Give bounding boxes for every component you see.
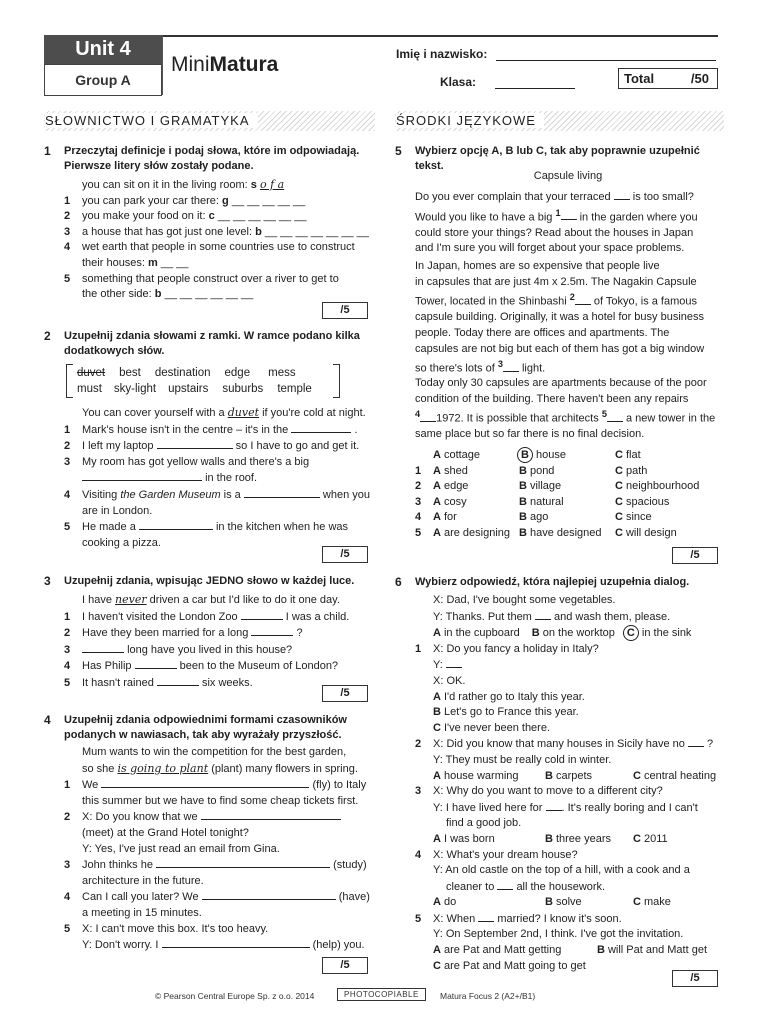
q2-item: 4 Visiting the Garden Museum is a when you: [64, 488, 371, 501]
answer-blank[interactable]: [688, 736, 704, 747]
gap-1[interactable]: [561, 209, 577, 220]
section-vocabulary-grammar: SŁOWNICTWO I GRAMATYKA: [44, 111, 375, 131]
q5-paragraph-1: Do you ever complain that your terraced is too small? Would you like to have a big $^1$ in the garden where you could store your things? Read about the houses in Japan and I'm sure you will forget about your space problems.: [415, 191, 698, 255]
word-chip: destination: [154, 367, 211, 379]
q5-option-row: 2 A edge B village C neighbourhood: [415, 480, 700, 493]
q5-instructions: Wybierz opcję A, B lub C, tak aby poprawnie uzupełnić tekst.: [415, 145, 700, 172]
answer-blank[interactable]: [546, 800, 562, 811]
word-chip: must: [77, 383, 102, 395]
q6-score-box: /5: [672, 970, 718, 987]
word-chip: sky-light: [113, 383, 157, 395]
answer-blank[interactable]: [202, 889, 336, 900]
q5-option-row: 4 A for B ago C since: [415, 511, 652, 524]
q5-example-options: A cottage B house C flat: [433, 449, 641, 461]
question-number: 6: [395, 575, 402, 589]
q1-items: you can sit on it in the living room: s o f a 1 you can park your car there: g __ __ __ __ __ 2 you make your food on it: c __ __ __ __ __ __ 3 a house that has got just one level: b __ __ __ __ __ __ __ 4 wet earth that people in some countries use to construct their houses: m __ __ 5 something that people construct over a river to get to the other side: b __ __ __ __ __ __: [64, 177, 374, 303]
brand-title: MiniMatura: [171, 53, 279, 76]
q3-score-box: /5: [322, 685, 368, 702]
q5-paragraph-3: Today only 30 capsules are apartments because of the poor condition of the building. There haven't been any repairs $^4$ 1972. It is possible that architects $^5$ a new tower in the same place but so far there is no final decision.: [415, 377, 716, 441]
q2-item: 1 Mark's house isn't in the centre – it's in the .: [64, 423, 358, 436]
answer-blank[interactable]: [251, 625, 293, 636]
q6-item: 3 X: Why do you want to move to a different city?: [415, 785, 663, 798]
answer-blank[interactable]: [139, 519, 213, 530]
answer-blank[interactable]: [291, 422, 351, 433]
answer-blank[interactable]: [446, 657, 462, 668]
q5-option-row: 1 A shed B pond C path: [415, 464, 648, 477]
answer-blank[interactable]: [82, 470, 202, 481]
word-chip: edge: [224, 367, 251, 379]
q6-item: 5 X: When married? I know it's soon.: [415, 912, 622, 925]
answer-blank[interactable]: [157, 438, 233, 449]
class-field[interactable]: [495, 74, 575, 89]
q3-item: 4 Has Philip been to the Museum of London?: [64, 660, 339, 673]
answer-blank[interactable]: [162, 937, 310, 948]
question-number: 1: [44, 144, 51, 158]
q3-item: 2 Have they been married for a long ?: [64, 627, 303, 640]
q4-item: 4 Can I call you later? We (have): [64, 891, 370, 904]
q2-item: 3 My room has got yellow walls and there's a big: [64, 455, 310, 468]
q5-option-row: 5 A are designing B have designed C will design: [415, 526, 677, 539]
name-label: Imię i nazwisko:: [396, 47, 488, 61]
q6-item: 2 X: Did you know that many houses in Sicily have no ?: [415, 738, 714, 751]
answer-blank[interactable]: [157, 675, 199, 686]
footer-photocopiable-badge: PHOTOCOPIABLE: [337, 988, 426, 1001]
gap-3[interactable]: [503, 361, 519, 372]
q2-items: You can cover yourself with a duvet if you're cold at night. 1 Mark's house isn't in the centre – it's in the . 2 I left my laptop so I have to go and get it. 3 My room has got yellow walls and there's a big in the roof. 4 Visiting the Garden Museum is a when you are in London. 5 He made a in the kitchen when he was cooking a pizza.: [64, 405, 374, 551]
footer-copyright: © Pearson Central Europe Sp. z o.o. 2014: [155, 991, 315, 1001]
q6-instructions: Wybierz odpowiedź, która najlepiej uzupełnia dialog.: [415, 576, 690, 588]
answer-blank[interactable]: [478, 911, 494, 922]
q3-item: 5 It hasn't rained six weeks.: [64, 676, 253, 689]
q2-example: You can cover yourself with a duvet if you're cold at night.: [82, 406, 366, 419]
q2-item: 2 I left my laptop so I have to go and get it.: [64, 440, 360, 453]
word-chip: best: [119, 367, 141, 379]
word-chip: suburbs: [222, 383, 264, 395]
gap-2[interactable]: [575, 294, 591, 305]
question-number: 3: [44, 574, 51, 588]
q1-item: 1 you can park your car there: g __ __ __ __ __: [64, 194, 306, 207]
q5-option-row: 3 A cosy B natural C spacious: [415, 495, 670, 508]
answer-blank[interactable]: [82, 642, 124, 653]
total-box: Total /50: [618, 68, 718, 89]
q2-word-box: [66, 364, 340, 398]
q4-item: 1 We (fly) to Italy: [64, 779, 367, 792]
word-chip: duvet: [77, 367, 106, 379]
q2-instructions: Uzupełnij zdania słowami z ramki. W ramce podano kilka dodatkowych słów.: [64, 330, 360, 357]
gap-5[interactable]: [607, 411, 623, 422]
q5-text-title: Capsule living: [533, 170, 603, 182]
q2-item: 5 He made a in the kitchen when he was: [64, 521, 349, 534]
q4-example: Mum wants to win the competition for the best garden,: [82, 746, 347, 758]
q4-instructions: Uzupełnij zdania odpowiednimi formami czasowników podanych w nawiasach, tak aby wyrażały przyszłość.: [64, 714, 347, 741]
q3-item: 3 long have you lived in this house?: [64, 643, 293, 656]
answer-blank[interactable]: [241, 609, 283, 620]
q3-items: [64, 592, 374, 692]
header-divider: [162, 35, 163, 95]
q5-score-box: /5: [672, 547, 718, 564]
footer-series: Matura Focus 2 (A2+/B1): [440, 991, 536, 1001]
q4-item: 5 X: I can't move this box. It's too heavy.: [64, 922, 269, 935]
answer-blank[interactable]: [497, 879, 513, 890]
q3-example: I have never driven a car but I'd like to do it one day.: [82, 593, 340, 606]
q1-score-box: /5: [322, 302, 368, 319]
q2-score-box: /5: [322, 546, 368, 563]
q4-items: Mum wants to win the competition for the best garden, so she is going to plant (plant) many flowers in spring. 1 We (fly) to Italy this summer but we have to find some cheap tickets first. 2 X: Do you know that we (meet) at the Grand Hotel tonight? Y: Yes, I've just read an email from Gina. 3 John thinks he (study) architecture in the future. 4 Can I call you later? We (have) a meeting in 15 minutes. 5 X: I can't move this box. It's too heavy. Y: Don't worry. I (help) you.: [64, 745, 374, 954]
q6-item: 4 X: What's your dream house?: [415, 848, 578, 861]
question-number: 5: [395, 144, 402, 158]
gap-4[interactable]: [420, 411, 436, 422]
class-label: Klasa:: [440, 75, 477, 89]
q5-paragraph-2: In Japan, homes are so expensive that people live in capsules that are just 4m x 2.5m. The Nagakin Capsule Tower, located in the Shinbashi $^2$ of Tokyo, is a famous capsule building. Originally, it was a hotel for busy business people. Today there are offices and apartments. The capsules are not big but each of them has got a big window so there's lots of $^3$ light.: [415, 260, 705, 375]
q1-item: 3 a house that has got just one level: b __ __ __ __ __ __ __: [64, 225, 369, 238]
section-language-means: ŚRODKI JĘZYKOWE: [395, 111, 724, 131]
q1-item: 2 you make your food on it: c __ __ __ __ __ __: [64, 210, 307, 223]
q1-example: you can sit on it in the living room: s o f a: [82, 178, 285, 191]
group-label: Group A: [44, 64, 162, 96]
answer-blank[interactable]: [156, 857, 330, 868]
q6-items: X: Dad, I've bought some vegetables. Y: Thanks. Put them and wash them, please. A in the cupboard B on the worktop C in the sink 1 X: Do you fancy a holiday in Italy? Y: X: OK. A I'd rather go to Italy this year. B Let's go to France this year. C I've never been there. 2 X: Did you know that many houses in Sicily have no ? Y: They must be really cold in winter. A house warming B carpets C central heating 3 X: Why do you want to move to a different city? Y: I have lived here for . It's really boring and I can't find a good job. A I was born B three years C 2011 4 X: What's your dream house? Y: An old castle on the top of a hill, with a cook and a cleaner to all the housework. A do B solve C make 5 X: When married? I know it's soon. Y: On September 2nd, I think. I've got the invitation. A are Pat and Matt getting B will Pat and Matt get C are Pat and Matt going to get: [415, 593, 725, 974]
unit-label: Unit 4: [44, 35, 162, 64]
answer-blank[interactable]: [244, 487, 320, 498]
q1-instructions: Przeczytaj definicje i podaj słowa, które im odpowiadają. Pierwsze litery słów zostały podane.: [64, 145, 360, 172]
name-field[interactable]: [496, 46, 716, 61]
word-chip: upstairs: [168, 383, 209, 395]
answer-blank[interactable]: [101, 777, 309, 788]
q3-instructions: Uzupełnij zdania, wpisując JEDNO słowo w każdej luce.: [64, 575, 355, 587]
q4-score-box: /5: [322, 957, 368, 974]
gap-example: [614, 189, 630, 200]
question-number: 2: [44, 329, 51, 343]
answer-blank[interactable]: [135, 658, 177, 669]
word-chip: temple: [277, 383, 312, 395]
q6-item: 1 X: Do you fancy a holiday in Italy?: [415, 642, 599, 655]
q5-options: [415, 447, 725, 542]
q1-item: 5 something that people construct over a river to get to: [64, 272, 339, 285]
q4-item: 3 John thinks he (study): [64, 859, 367, 872]
word-chip: mess: [268, 367, 296, 379]
question-number: 4: [44, 713, 51, 727]
q1-item: 4 wet earth that people in some countries use to construct: [64, 241, 355, 254]
q4-item: 2 X: Do you know that we: [64, 809, 374, 826]
q3-item: 1 I haven't visited the London Zoo I was a child.: [64, 610, 350, 623]
answer-blank[interactable]: [201, 809, 341, 820]
